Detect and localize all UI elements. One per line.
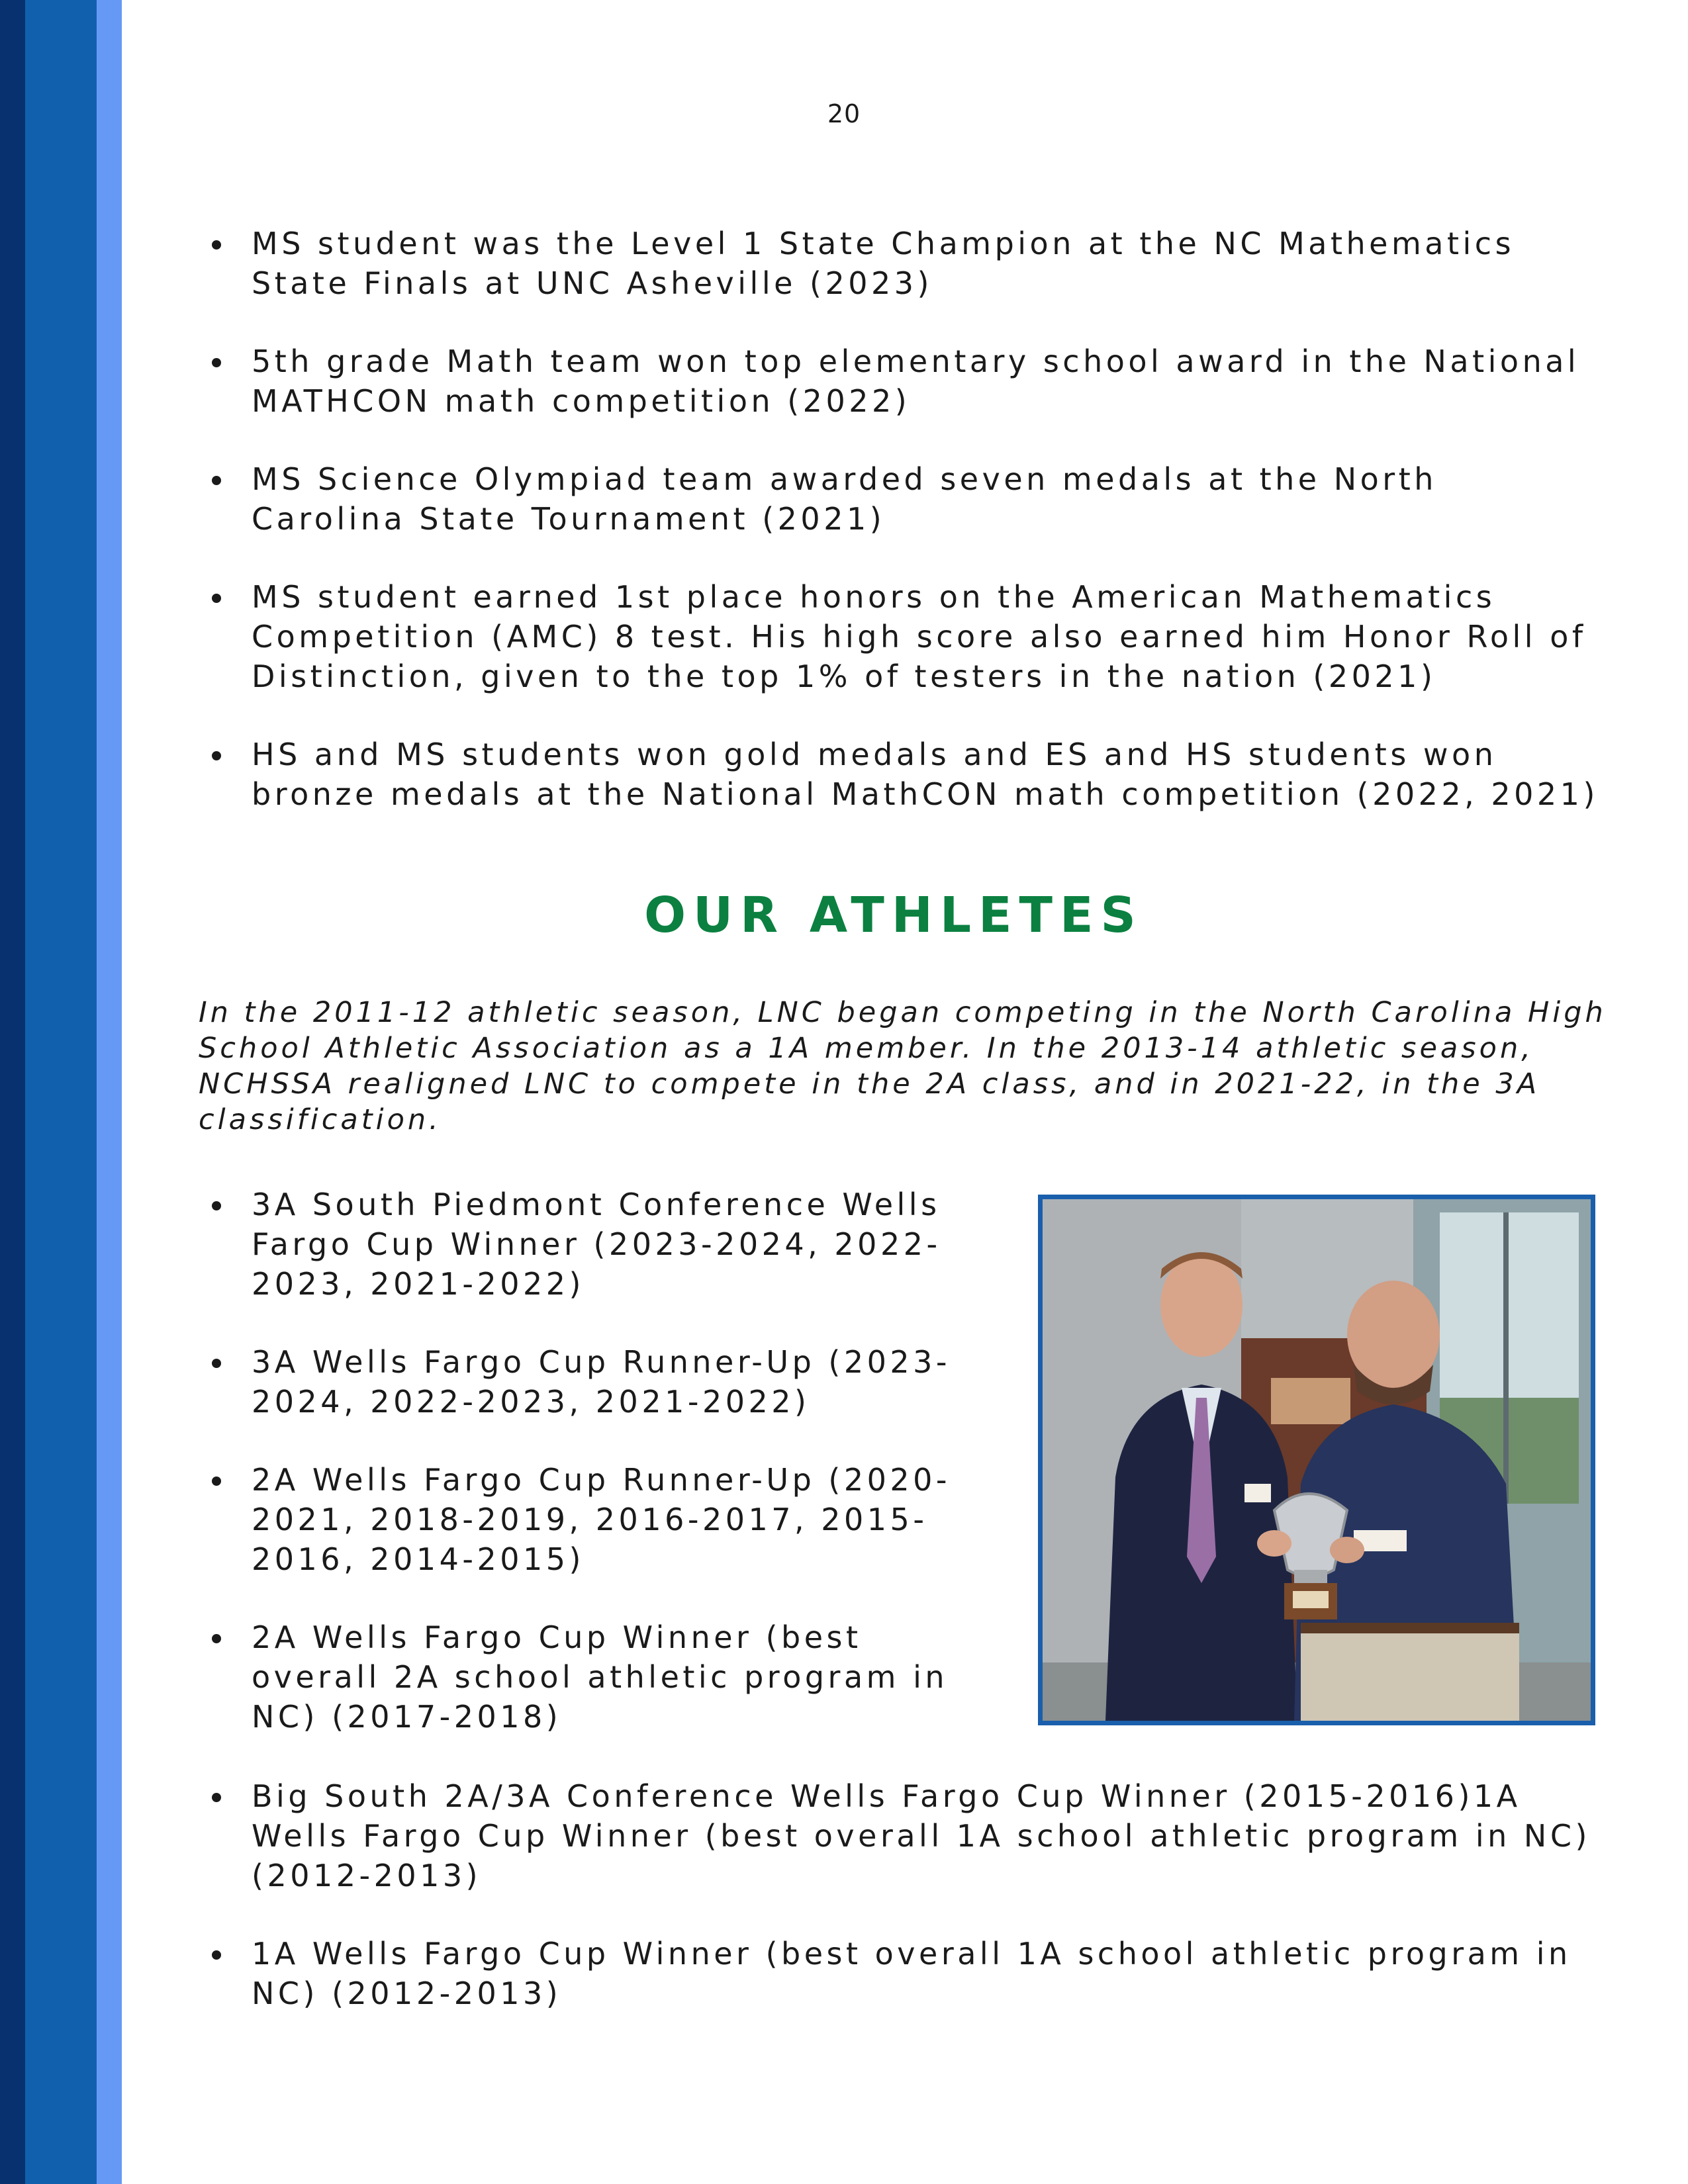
margin-stripe-light xyxy=(97,0,122,2184)
list-item: HS and MS students won gold medals and ES and HS students won bronze medals at the National MathCON math competition (2022, 2021) xyxy=(199,735,1602,814)
list-item: 2A Wells Fargo Cup Winner (best overall 2A school athletic program in NC) (2017-2018) xyxy=(199,1617,986,1737)
list-item: Big South 2A/3A Conference Wells Fargo Cup Winner (2015-2016)1A Wells Fargo Cup Winner (best overall 1A school athletic program in NC) (2012-2013) xyxy=(199,1776,1615,1895)
list-item: 3A South Piedmont Conference Wells Fargo Cup Winner (2023-2024, 2022-2023, 2021-2022) xyxy=(199,1185,986,1304)
list-item: 5th grade Math team won top elementary school award in the National MATHCON math competition (2022) xyxy=(199,341,1602,421)
athletes-trophy-photo xyxy=(1038,1195,1595,1725)
academic-achievements-list xyxy=(199,224,1602,852)
list-item: MS Science Olympiad team awarded seven medals at the North Carolina State Tournament (2021) xyxy=(199,459,1602,539)
section-heading: OUR ATHLETES xyxy=(644,887,1143,944)
list-item: MS student was the Level 1 State Champion at the NC Mathematics State Finals at UNC Asheville (2023) xyxy=(199,224,1602,303)
list-item: MS student earned 1st place honors on the American Mathematics Competition (AMC) 8 test. His high score also earned him Honor Roll of Distinction, given to the top 1% of testers in the nation (2021) xyxy=(199,577,1602,696)
margin-stripe-dark xyxy=(0,0,25,2184)
margin-stripe-mid xyxy=(25,0,97,2184)
list-item: 1A Wells Fargo Cup Winner (best overall 1A school athletic program in NC) (2012-2013) xyxy=(199,1934,1615,2013)
page-number: 20 xyxy=(827,99,861,128)
athletic-achievements-list-continued xyxy=(199,1776,1615,2052)
list-item: 2A Wells Fargo Cup Runner-Up (2020-2021, 2018-2019, 2016-2017, 2015-2016, 2014-2015) xyxy=(199,1460,986,1579)
athletes-intro-paragraph: In the 2011-12 athletic season, LNC began competing in the North Carolina High School Athletic Association as a 1A member. In the 2013-14 athletic season, NCHSSA realigned LNC to compete in the 2A class, and in 2021-22, in the 3A classification. xyxy=(199,996,1607,1136)
list-item: 3A Wells Fargo Cup Runner-Up (2023-2024, 2022-2023, 2021-2022) xyxy=(199,1342,986,1422)
athletic-achievements-list xyxy=(199,1185,986,1775)
